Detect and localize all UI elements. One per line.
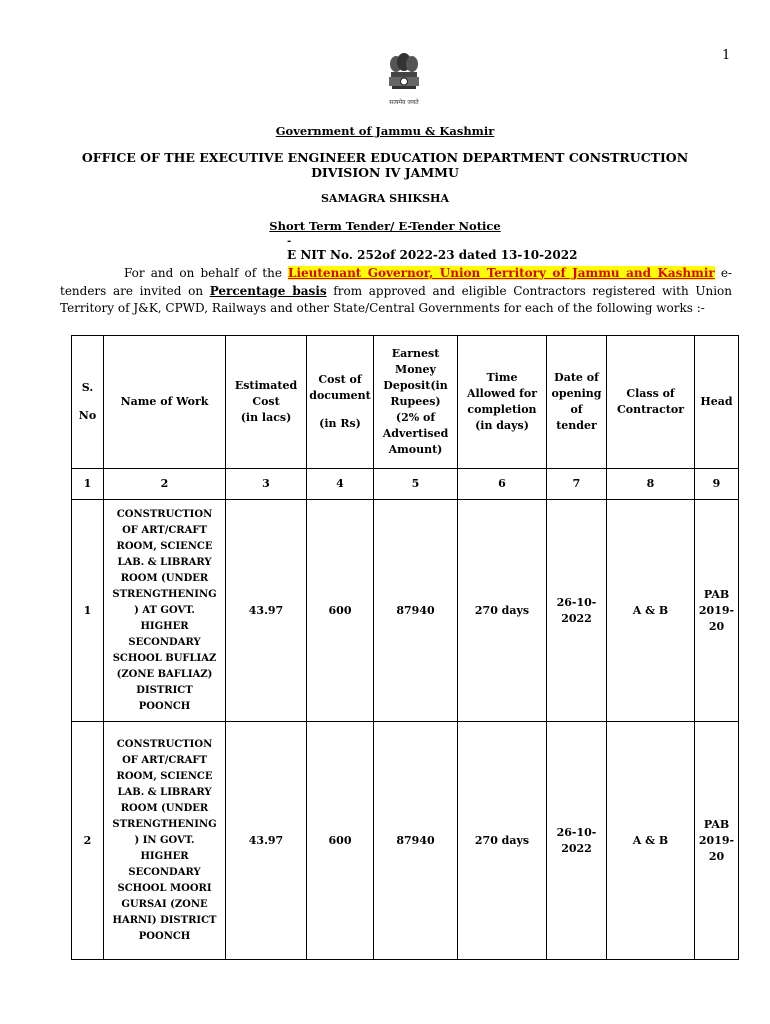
row-contractor-class: A & B [607, 722, 695, 960]
header-opening-date: Date of opening of tender [547, 336, 607, 469]
notice-paragraph [60, 265, 732, 318]
column-number: 1 [72, 469, 104, 500]
header-name-of-work: Name of Work [104, 336, 226, 469]
row-name-of-work: CONSTRUCTION OF ART/CRAFT ROOM, SCIENCE LAB. & LIBRARY ROOM (UNDER STRENGTHENING ) AT GOVT. HIGHER SECONDARY SCHOOL BUFLIAZ (ZONE BAFLIAZ) DISTRICT POONCH [104, 500, 226, 722]
header-earnest-money: Earnest Money Deposit(in Rupees) (2% of Advertised Amount) [374, 336, 458, 469]
scheme-name: SAMAGRA SHIKSHA [320, 192, 449, 205]
row-sno: 1 [72, 500, 104, 722]
office-heading [0, 150, 770, 180]
notice-dash: - [287, 236, 292, 247]
table-row [72, 500, 739, 722]
row-document-cost: 600 [307, 500, 374, 722]
header-contractor-class: Class of Contractor [607, 336, 695, 469]
emblem-motto: सत्यमेव जयते [389, 99, 419, 106]
header-time-allowed: Time Allowed for completion (in days) [458, 336, 547, 469]
column-number: 8 [607, 469, 695, 500]
table-header-row [72, 336, 739, 469]
notice-title: Short Term Tender/ E-Tender Notice [269, 219, 501, 233]
nit-number: E NIT No. 252of 2022-23 dated 13-10-2022 [287, 248, 578, 262]
column-number-row [72, 469, 739, 500]
header-estimated-cost: Estimated Cost (in lacs) [226, 336, 307, 469]
column-number: 7 [547, 469, 607, 500]
column-number: 9 [695, 469, 739, 500]
row-name-of-work: CONSTRUCTION OF ART/CRAFT ROOM, SCIENCE LAB. & LIBRARY ROOM (UNDER STRENGTHENING ) IN GOVT. HIGHER SECONDARY SCHOOL MOORI GURSAI (ZONE HARNI) DISTRICT POONCH [104, 722, 226, 960]
row-head: PAB 2019- 20 [695, 500, 739, 722]
row-opening-date: 26-10- 2022 [547, 722, 607, 960]
paragraph-part3: from approved and eligible Contractors registered with Union Territory of J&K, CPWD, Railways and other State/Central Governments for each of the following works :- [60, 283, 732, 315]
row-estimated-cost: 43.97 [226, 500, 307, 722]
column-number: 5 [374, 469, 458, 500]
row-opening-date: 26-10- 2022 [547, 500, 607, 722]
header-document-cost: Cost of document (in Rs) [307, 336, 374, 469]
column-number: 4 [307, 469, 374, 500]
office-heading-line2: DIVISION IV JAMMU [311, 165, 459, 180]
row-earnest-money: 87940 [374, 500, 458, 722]
office-heading-line1: OFFICE OF THE EXECUTIVE ENGINEER EDUCATION DEPARTMENT CONSTRUCTION [81, 150, 689, 165]
state-emblem-icon [378, 52, 430, 108]
paragraph-part2: e-tenders are invited on [60, 266, 732, 298]
table-row [72, 722, 739, 960]
header-sno: S. No [72, 336, 104, 469]
row-estimated-cost: 43.97 [226, 722, 307, 960]
header-head: Head [695, 336, 739, 469]
paragraph-part1: For and on behalf of the [124, 266, 289, 280]
authority-highlight: Lieutenant Governor, Union Territory of Jammu and Kashmir [288, 266, 715, 280]
row-time-allowed: 270 days [458, 500, 547, 722]
government-heading: Government of Jammu & Kashmir [275, 124, 495, 138]
column-number: 6 [458, 469, 547, 500]
row-time-allowed: 270 days [458, 722, 547, 960]
works-table [71, 335, 739, 960]
page-number: 1 [722, 48, 731, 63]
row-sno: 2 [72, 722, 104, 960]
tender-basis: Percentage basis [209, 283, 327, 298]
row-contractor-class: A & B [607, 500, 695, 722]
column-number: 3 [226, 469, 307, 500]
row-head: PAB 2019- 20 [695, 722, 739, 960]
row-earnest-money: 87940 [374, 722, 458, 960]
column-number: 2 [104, 469, 226, 500]
row-document-cost: 600 [307, 722, 374, 960]
